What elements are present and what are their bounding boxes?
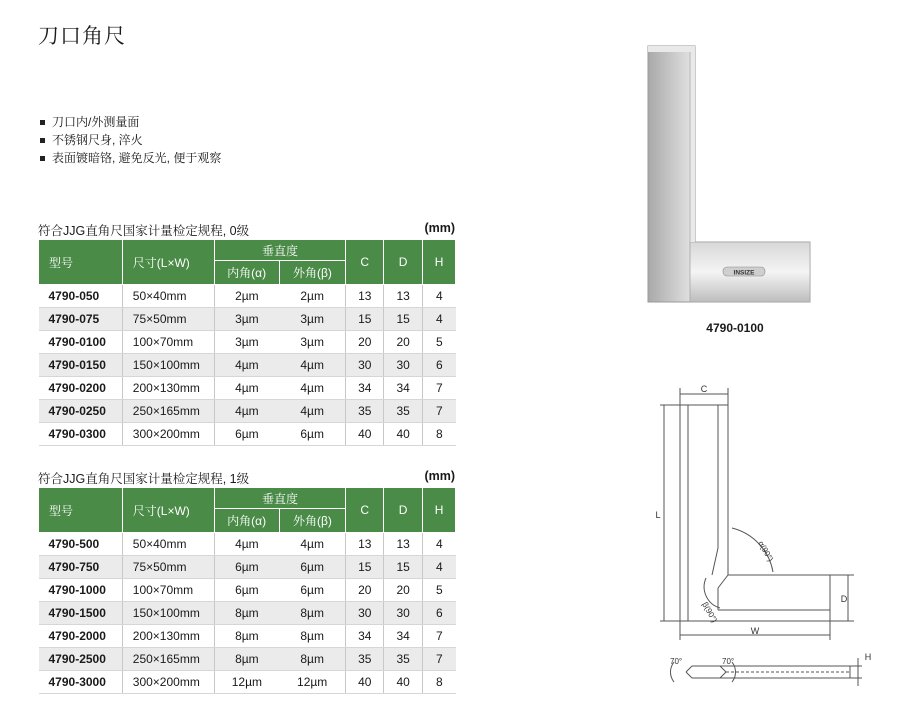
cell-outer-angle: 6µm xyxy=(279,579,346,602)
cell-h: 7 xyxy=(423,648,456,671)
table-row xyxy=(39,400,456,423)
cell-outer-angle: 4µm xyxy=(279,354,346,377)
table2-body xyxy=(39,533,456,694)
feature-item: 表面镀暗铬, 避免反光, 便于观察 xyxy=(38,149,221,167)
table-row xyxy=(39,331,456,354)
cell-d: 15 xyxy=(384,308,423,331)
cell-d: 13 xyxy=(384,285,423,308)
cell-d: 35 xyxy=(384,648,423,671)
cell-size: 300×200mm xyxy=(122,671,214,694)
cell-inner-angle: 4µm xyxy=(214,377,279,400)
cell-d: 34 xyxy=(384,377,423,400)
cell-inner-angle: 12µm xyxy=(214,671,279,694)
cell-inner-angle: 6µm xyxy=(214,556,279,579)
col-h: H xyxy=(423,488,456,533)
table2-caption: 符合JJG直角尺国家计量检定规程, 1级 xyxy=(38,472,250,486)
table-row xyxy=(39,285,456,308)
table-row xyxy=(39,354,456,377)
feature-item: 不锈钢尺身, 淬火 xyxy=(38,131,221,149)
cell-model: 4790-3000 xyxy=(39,671,123,694)
dim-c-label: C xyxy=(700,384,708,394)
cell-outer-angle: 3µm xyxy=(279,308,346,331)
cell-outer-angle: 8µm xyxy=(279,648,346,671)
cell-outer-angle: 8µm xyxy=(279,602,346,625)
cell-d: 20 xyxy=(384,579,423,602)
cell-h: 5 xyxy=(423,331,456,354)
cell-h: 8 xyxy=(423,423,456,446)
cell-outer-angle: 4µm xyxy=(279,400,346,423)
col-model: 型号 xyxy=(39,240,123,285)
cell-d: 15 xyxy=(384,556,423,579)
cell-d: 30 xyxy=(384,602,423,625)
cell-d: 20 xyxy=(384,331,423,354)
col-c: C xyxy=(346,240,384,285)
cell-h: 4 xyxy=(423,285,456,308)
cell-c: 30 xyxy=(346,602,384,625)
cell-inner-angle: 2µm xyxy=(214,285,279,308)
cell-outer-angle: 8µm xyxy=(279,625,346,648)
cell-size: 100×70mm xyxy=(122,331,214,354)
cell-h: 7 xyxy=(423,400,456,423)
cell-model: 4790-0200 xyxy=(39,377,123,400)
cell-c: 34 xyxy=(346,377,384,400)
cell-model: 4790-1500 xyxy=(39,602,123,625)
cell-model: 4790-2000 xyxy=(39,625,123,648)
cell-model: 4790-750 xyxy=(39,556,123,579)
cell-c: 20 xyxy=(346,579,384,602)
cell-outer-angle: 2µm xyxy=(279,285,346,308)
alpha-angle-label: α(90°) xyxy=(756,539,776,564)
dim-d-label: D xyxy=(840,594,848,604)
cell-model: 4790-500 xyxy=(39,533,123,556)
col-size: 尺寸(L×W) xyxy=(122,240,214,285)
col-model: 型号 xyxy=(39,488,123,533)
cell-size: 75×50mm xyxy=(122,556,214,579)
cell-size: 250×165mm xyxy=(122,648,214,671)
page-title: 刀口角尺 xyxy=(38,25,126,48)
table1-unit: (mm) xyxy=(424,221,455,235)
table-row xyxy=(39,625,456,648)
cell-outer-angle: 3µm xyxy=(279,331,346,354)
cell-inner-angle: 4µm xyxy=(214,400,279,423)
cell-outer-angle: 6µm xyxy=(279,556,346,579)
cell-h: 6 xyxy=(423,602,456,625)
table-row xyxy=(39,671,456,694)
cell-model: 4790-075 xyxy=(39,308,123,331)
cell-d: 34 xyxy=(384,625,423,648)
photo-caption: 4790-0100 xyxy=(706,321,764,335)
cell-model: 4790-0300 xyxy=(39,423,123,446)
table-row xyxy=(39,533,456,556)
dim-l-label: L xyxy=(655,510,661,520)
table-row xyxy=(39,377,456,400)
cell-c: 35 xyxy=(346,400,384,423)
cell-d: 40 xyxy=(384,671,423,694)
cell-c: 15 xyxy=(346,556,384,579)
cell-inner-angle: 6µm xyxy=(214,423,279,446)
cell-outer-angle: 6µm xyxy=(279,423,346,446)
col-squareness: 垂直度 xyxy=(214,488,346,509)
cell-h: 8 xyxy=(423,671,456,694)
cell-c: 20 xyxy=(346,331,384,354)
cell-d: 30 xyxy=(384,354,423,377)
col-squareness: 垂直度 xyxy=(214,240,346,261)
cell-size: 250×165mm xyxy=(122,400,214,423)
bevel-angle-right: 70° xyxy=(722,657,735,666)
cell-h: 4 xyxy=(423,308,456,331)
cell-inner-angle: 6µm xyxy=(214,579,279,602)
cell-inner-angle: 8µm xyxy=(214,648,279,671)
bevel-angle-left: 70° xyxy=(670,657,683,666)
cell-outer-angle: 4µm xyxy=(279,533,346,556)
table1-caption-row xyxy=(38,221,455,239)
cell-inner-angle: 3µm xyxy=(214,331,279,354)
table-row xyxy=(39,308,456,331)
table2-unit: (mm) xyxy=(424,469,455,483)
cell-c: 15 xyxy=(346,308,384,331)
cell-d: 13 xyxy=(384,533,423,556)
cell-h: 4 xyxy=(423,533,456,556)
col-inner-angle: 内角(α) xyxy=(214,261,279,285)
dim-h-label: H xyxy=(864,652,872,662)
cell-outer-angle: 12µm xyxy=(279,671,346,694)
cell-inner-angle: 4µm xyxy=(214,533,279,556)
technical-drawing xyxy=(640,378,880,708)
cell-size: 300×200mm xyxy=(122,423,214,446)
cell-model: 4790-050 xyxy=(39,285,123,308)
col-d: D xyxy=(384,240,423,285)
cell-inner-angle: 8µm xyxy=(214,625,279,648)
col-h: H xyxy=(423,240,456,285)
cell-inner-angle: 4µm xyxy=(214,354,279,377)
col-size: 尺寸(L×W) xyxy=(122,488,214,533)
cell-model: 4790-1000 xyxy=(39,579,123,602)
cell-model: 4790-0250 xyxy=(39,400,123,423)
table-row xyxy=(39,423,456,446)
cell-size: 50×40mm xyxy=(122,285,214,308)
dim-w-label: W xyxy=(750,626,760,636)
cell-model: 4790-0100 xyxy=(39,331,123,354)
cell-size: 200×130mm xyxy=(122,625,214,648)
feature-item: 刀口内/外测量面 xyxy=(38,113,221,131)
table-row xyxy=(39,602,456,625)
cell-c: 13 xyxy=(346,285,384,308)
cell-c: 35 xyxy=(346,648,384,671)
col-c: C xyxy=(346,488,384,533)
cell-size: 100×70mm xyxy=(122,579,214,602)
col-outer-angle: 外角(β) xyxy=(279,261,346,285)
cell-d: 35 xyxy=(384,400,423,423)
cell-d: 40 xyxy=(384,423,423,446)
table-row xyxy=(39,648,456,671)
cell-model: 4790-0150 xyxy=(39,354,123,377)
cell-size: 150×100mm xyxy=(122,354,214,377)
cell-c: 34 xyxy=(346,625,384,648)
cell-size: 50×40mm xyxy=(122,533,214,556)
spec-table-grade0 xyxy=(38,239,456,446)
cell-h: 5 xyxy=(423,579,456,602)
table-row xyxy=(39,556,456,579)
spec-table-grade1 xyxy=(38,487,456,694)
col-inner-angle: 内角(α) xyxy=(214,509,279,533)
cell-c: 30 xyxy=(346,354,384,377)
cell-h: 6 xyxy=(423,354,456,377)
cell-h: 7 xyxy=(423,625,456,648)
cell-c: 13 xyxy=(346,533,384,556)
product-photo xyxy=(635,40,825,308)
cell-c: 40 xyxy=(346,423,384,446)
table-row xyxy=(39,579,456,602)
cell-outer-angle: 4µm xyxy=(279,377,346,400)
cell-inner-angle: 8µm xyxy=(214,602,279,625)
table1-caption: 符合JJG直角尺国家计量检定规程, 0级 xyxy=(38,224,250,238)
cell-size: 150×100mm xyxy=(122,602,214,625)
cell-h: 4 xyxy=(423,556,456,579)
feature-list xyxy=(38,113,221,167)
cell-size: 75×50mm xyxy=(122,308,214,331)
cell-model: 4790-2500 xyxy=(39,648,123,671)
cell-c: 40 xyxy=(346,671,384,694)
table1-body xyxy=(39,285,456,446)
beta-angle-label: β(90°) xyxy=(700,600,720,625)
col-d: D xyxy=(384,488,423,533)
cell-size: 200×130mm xyxy=(122,377,214,400)
table2-caption-row xyxy=(38,469,455,487)
cell-h: 7 xyxy=(423,377,456,400)
brand-logo: INSIZE xyxy=(733,269,755,277)
cell-inner-angle: 3µm xyxy=(214,308,279,331)
col-outer-angle: 外角(β) xyxy=(279,509,346,533)
